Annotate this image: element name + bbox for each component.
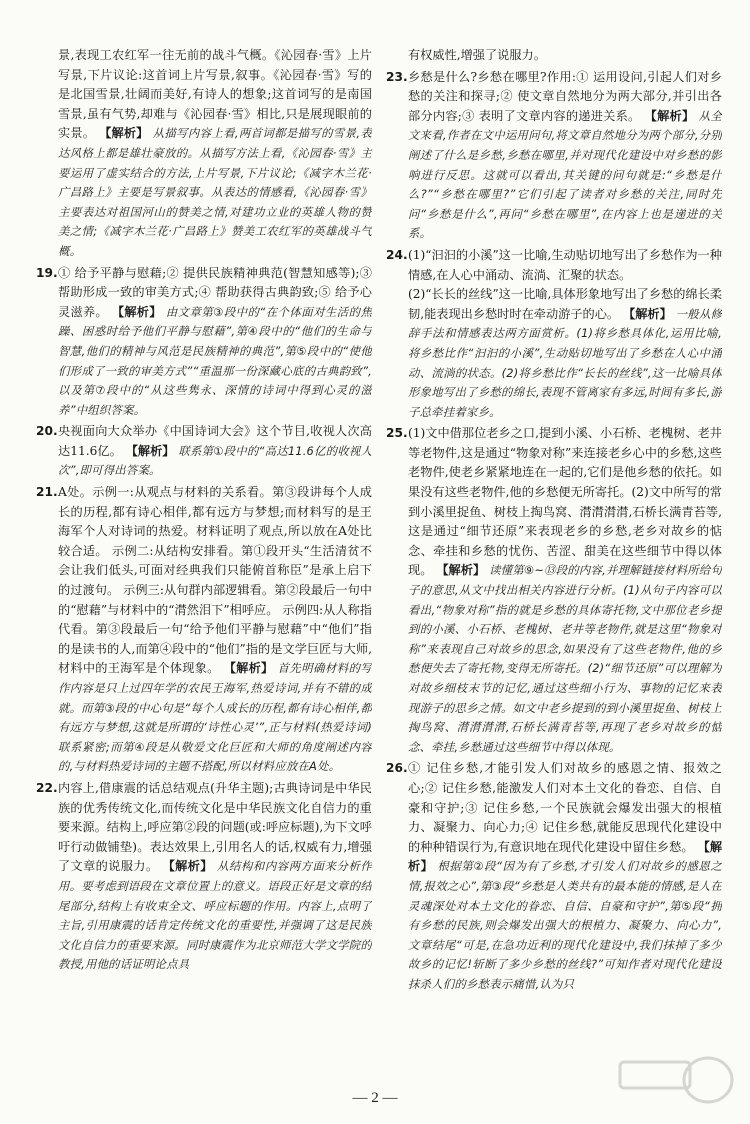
watermark-logo [610, 1052, 736, 1114]
answer-text: ① 记住乡愁,才能引发人们对故乡的感恩之情、报效之心;② 记住乡愁,能激发人们对本土文化的眷恋、自信、自豪和守护;③ 记住乡愁,一个民族就会爆发出强大的根植力、凝聚力、向心力;④ 记住乡愁,就能反思现代化建设中的种种错误行为,有意识地在现代化建设中留住乡愁。 [408, 761, 722, 854]
analysis-text: 根据第②段“因为有了乡愁,才引发人们对故乡的感恩之情,报效之心”,第③段“乡愁是人类共有的最本能的情感,是人在灵魂深处对本土文化的眷恋、自信、自豪和守护”,第⑤段“拥有乡愁的民族,则会爆发出强大的根植力、凝聚力、向心力”,文章结尾“可是,在急功近利的现代化建设中,我们抹掉了多少故乡的记忆!斩断了多少乡愁的丝线?”可知作者对现代化建设抹杀人们的乡愁表示痛惜,认为只 [408, 859, 722, 991]
answer-23 [386, 68, 722, 244]
question-number: 20. [36, 424, 58, 439]
answer-26 [386, 759, 722, 994]
analysis-text: 从描写内容上看,两首词都是描写的雪景,表达风格上都是雄壮豪放的。从描写方法上看,《沁园春·雪》主要运用了虚实结合的方法,上片写景,下片议论;《减字木兰花·广昌路上》主要是写景叙事。从表达的情感看,《沁园春·雪》主要表达对祖国河山的赞美之情,对建功立业的英雄人物的赞美之情;《减字木兰花·广昌路上》赞美工农红军的英雄战斗气概。 [58, 126, 372, 258]
analysis-tag: 【解析】 [223, 661, 274, 676]
answer-18-continued [36, 46, 372, 262]
analysis-text: 读懂第⑨~⑬段的内容,并理解链接材料所给句子的意思,从文中找出相关内容进行分析。(1)从句子内容可以看出,“物象对称”指的就是乡愁的具体寄托物,文中那位老乡提到的小溪、小石桥、老槐树、老井等老物件,就是这里“物象对称”来表现自己对故乡的思念,如果没有了这些老物件,他的乡愁便失去了寄托物,变得无所寄托。(2)“细节还原”可以理解为对故乡细枝末节的记忆,通过这些细小行为、事物的记忆来表现游子的思乡之情。如文中老乡提到的到小溪里捉鱼、树枝上掏鸟窝、潸潸潸潸,石桥长满青苔等,再现了老乡对故乡的惦念、牵挂,乡愁通过这些细节中得以体现。 [408, 563, 722, 754]
analysis-text: 首先明确材料的写作内容是只上过四年学的农民王海军,热爱诗词,并有不错的成就。而第③段的中心句是“每个人成长的历程,都有诗心相伴,都有远方与梦想,这就是所谓的‘诗性心灵’”,正与材料(热爱诗词)联系紧密;而第④段是从敬爱文化巨匠和大师的角度阐述内容的,与材料热爱诗词的主题不搭配,所以材料应放在A处。 [58, 661, 372, 774]
answer-25 [386, 424, 722, 757]
watermark-icon [610, 1052, 736, 1114]
answer-22-continued [386, 46, 722, 66]
analysis-tag: 【解析】 [408, 839, 722, 874]
answer-24 [386, 246, 722, 422]
analysis-text: 由文章第③段中的“在个体面对生活的焦躁、困惑时给予他们平静与慰藉”,第④段中的“他们的生命与智慧,他们的精神与风范是民族精神的典范”,第⑤段中的“使他们形成了一致的审美方式”“重温那一份深藏心底的古典韵致”,以及第⑦段中的“从这些隽永、深情的诗词中得到心灵的滋养”中组织答案。 [58, 304, 372, 417]
answer-text: 内容上,借康震的话总结观点(升华主题);古典诗词是中华民族的优秀传统文化,而传统文化是中华民族文化自信力的重要来源。结构上,呼应第②段的问题(或:呼应标题),为下文呼吁行动做铺垫)。表达效果上,引用名人的话,权威有力,增强了文章的说服力。 [58, 780, 372, 874]
answer-text: 景,表现工农红军一往无前的战斗气概。《沁园春·雪》上片写景,下片议论:这首词上片写景,叙事。《沁园春·雪》写的是北国雪景,壮阔而美好,有诗人的想象;这首词写的是南国雪景,虽有气势,却难与《沁园春·雪》相比,只是展现眼前的实景。 [58, 48, 372, 141]
right-column [386, 46, 722, 1072]
question-number: 25. [386, 426, 408, 441]
analysis-tag: 【解析】 [436, 563, 486, 578]
question-number: 26. [386, 761, 408, 776]
question-number: 19. [36, 265, 58, 280]
answer-text: 有权威性,增强了说服力。 [408, 48, 546, 62]
analysis-tag: 【解析】 [111, 304, 162, 319]
question-number: 24. [386, 247, 408, 262]
left-column [36, 46, 372, 1072]
page-number: — 2 — [352, 1090, 398, 1106]
question-number: 21. [36, 485, 58, 500]
analysis-text: 从全文来看,作者在文中运用问句,将文章自然地分为两个部分,分别阐述了什么是乡愁,乡愁在哪里,并对现代化建设中对乡愁的影响进行反思。这就可以看出,其关键的问句就是:“乡愁是什么?”“乡愁在哪里?”它们引起了读者对乡愁的关注,同时先问“乡愁是什么”,再问“乡愁在哪里”,在内容上也是递进的关系。 [408, 108, 722, 241]
analysis-tag: 【解析】 [644, 108, 695, 123]
answer-21 [36, 483, 372, 777]
analysis-text: 联系第①段中的“高达11.6亿的收视人次”,即可得出答案。 [58, 443, 372, 478]
answer-text: (1)“汩汩的小溪”这一比喻,生动贴切地写出了乡愁作为一种情感,在人心中涌动、流淌、汇聚的状态。 (2)“长长的丝线”这一比喻,具体形象地写出了乡愁的绵长柔韧,能表现出乡愁时时在牵动游子的心。 [408, 247, 722, 321]
analysis-text: 从结构和内容两方面来分析作用。要考虑到语段在文章位置上的意义。语段正好是文章的结尾部分,结构上有收束全文、呼应标题的作用。内容上,点明了主旨,引用康震的话肯定传统文化的重要性,并强调了这是民族文化自信力的重要来源。同时康震作为北京师范大学文学院的教授,用他的话证明论点具 [58, 859, 372, 972]
analysis-tag: 【解析】 [623, 306, 672, 321]
answer-20 [36, 422, 372, 481]
question-number: 22. [36, 780, 58, 795]
answer-19 [36, 264, 372, 421]
analysis-tag: 【解析】 [125, 443, 175, 458]
answer-text: A处。示例一:从观点与材料的关系看。第③段讲每个人成长的历程,都有诗心相伴,都有远方与梦想;而材料写的是王海军个人对诗词的热爱。材料证明了观点,所以放在A处比较合适。 示例二:从结构安排看。第①段开头“生活清贫不会让我们低头,可面对经典我们只能俯首称臣”是承上启下的过渡句。 示例三:从句群内部逻辑看。第②段最后一句中的“慰藉”与材料中的“潸然泪下”相呼应。 示例四:从人称指代看。第③段最后一句“给予他们平静与慰藉”中“他们”指的是读书的人,而第④段中的“他们”指的是文学巨匠与大师,材料中的王海军是个体现象。 [58, 485, 372, 676]
analysis-text: 一般从修辞手法和情感表达两方面赏析。(1)将乡愁具体化,运用比喻,将乡愁比作“汩汩的小溪”,生动贴切地写出了乡愁在人心中涌动、流淌的状态。(2)将乡愁比作“长长的丝线”,这一比喻具体形象地写出了乡愁的绵长,表现不管离家有多远,时间有多长,游子总牵挂着家乡。 [408, 306, 722, 419]
answer-text: 央视面向大众举办《中国诗词大会》这个节目,收视人次高达11.6亿。 [58, 424, 372, 458]
question-number: 23. [386, 69, 408, 84]
analysis-tag: 【解析】 [99, 126, 149, 141]
answer-text: ① 给予平静与慰藉;② 提供民族精神典范(智慧知感等);③ 帮助形成一致的审美方式;④ 帮助获得古典韵致;⑤ 给予心灵滋养。 [58, 265, 372, 319]
analysis-tag: 【解析】 [162, 859, 213, 874]
answer-text: 乡愁是什么?乡愁在哪里?作用:① 运用设问,引起人们对乡愁的关注和探寻;② 使文章自然地分为两大部分,并引出各部分内容;③ 表明了文章内容的递进关系。 [408, 69, 722, 123]
answer-22 [36, 779, 372, 975]
answer-text: (1)文中借那位老乡之口,提到小溪、小石桥、老槐树、老井等老物件,这是通过“物象对称”来连接老乡心中的乡愁,这些老物件,使老乡紧紧地连在一起的,它们是他乡愁的依托。如果没有这些老物件,他的乡愁便无所寄托。(2)文中所写的常到小溪里捉鱼、树枝上掏鸟窝、潸潸潸潸,石桥长满青苔等,这是通过“细节还原”来表现老乡的乡愁,老乡对故乡的惦念、牵挂和乡愁的忧伤、苦涩、甜美在这些细节中得以体现。 [408, 426, 722, 578]
